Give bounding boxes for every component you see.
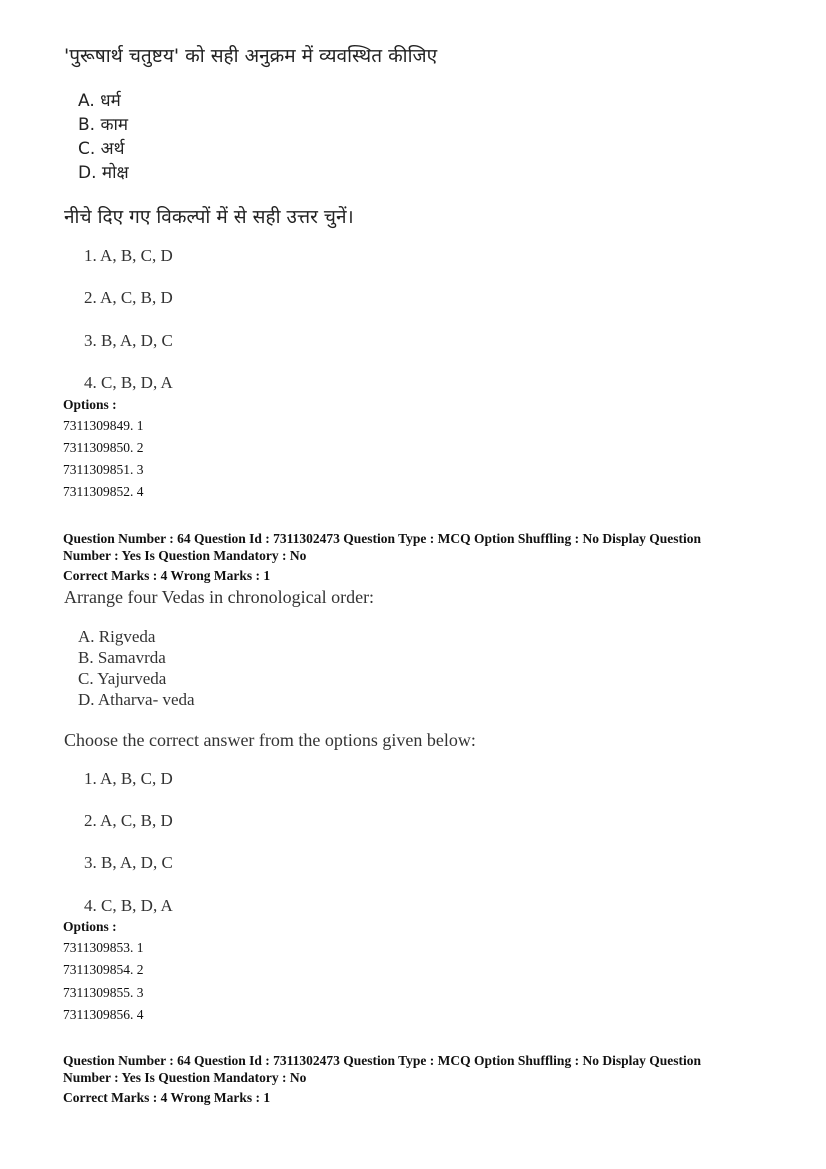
options-label: Options : xyxy=(63,919,117,934)
question-meta-line2: Number : Yes Is Question Mandatory : No xyxy=(63,1070,307,1085)
answer-choice-1: 1. A, B, C, D xyxy=(84,769,173,788)
answer-choice-4: 4. C, B, D, A xyxy=(84,896,173,915)
option-id: 7311309855. 3 xyxy=(63,985,144,1000)
option-id: 7311309854. 2 xyxy=(63,962,144,977)
question-text-hindi: 'पुरूषार्थ चतुष्टय' को सही अनुक्रम में व्यवस्थित कीजिए xyxy=(64,45,438,67)
option-id: 7311309850. 2 xyxy=(63,440,144,455)
question-text: Arrange four Vedas in chronological order: xyxy=(64,587,375,607)
options-label: Options : xyxy=(63,397,117,412)
answer-choice-2: 2. A, C, B, D xyxy=(84,288,173,307)
answer-choice-1: 1. A, B, C, D xyxy=(84,246,173,265)
statement-item-d: D. मोक्ष xyxy=(78,163,129,183)
option-id: 7311309852. 4 xyxy=(63,484,144,499)
question-meta-line1: Question Number : 64 Question Id : 7311302473 Question Type : MCQ Option Shuffling : No Display Question xyxy=(63,531,701,546)
answer-prompt: Choose the correct answer from the options given below: xyxy=(64,730,476,750)
option-id: 7311309851. 3 xyxy=(63,462,144,477)
answer-choice-3: 3. B, A, D, C xyxy=(84,331,173,350)
question-meta-line2: Number : Yes Is Question Mandatory : No xyxy=(63,548,307,563)
statement-item-b: B. काम xyxy=(78,115,129,135)
statement-item-d: D. Atharva- veda xyxy=(78,690,195,709)
statement-item-b: B. Samavrda xyxy=(78,648,166,667)
answer-choice-3: 3. B, A, D, C xyxy=(84,853,173,872)
statement-item-c: C. Yajurveda xyxy=(78,669,167,688)
option-id: 7311309856. 4 xyxy=(63,1007,144,1022)
answer-prompt-hindi: नीचे दिए गए विकल्पों में से सही उत्तर चुनें। xyxy=(64,206,354,228)
answer-choice-2: 2. A, C, B, D xyxy=(84,811,173,830)
question-marks: Correct Marks : 4 Wrong Marks : 1 xyxy=(63,568,271,583)
statement-item-a: A. Rigveda xyxy=(78,627,156,646)
statement-item-a: A. धर्म xyxy=(78,91,121,111)
option-id: 7311309853. 1 xyxy=(63,940,144,955)
question-meta-line1: Question Number : 64 Question Id : 7311302473 Question Type : MCQ Option Shuffling : No Display Question xyxy=(63,1053,701,1068)
question-marks: Correct Marks : 4 Wrong Marks : 1 xyxy=(63,1090,271,1105)
statement-item-c: C. अर्थ xyxy=(78,139,125,159)
option-id: 7311309849. 1 xyxy=(63,418,144,433)
answer-choice-4: 4. C, B, D, A xyxy=(84,373,173,392)
